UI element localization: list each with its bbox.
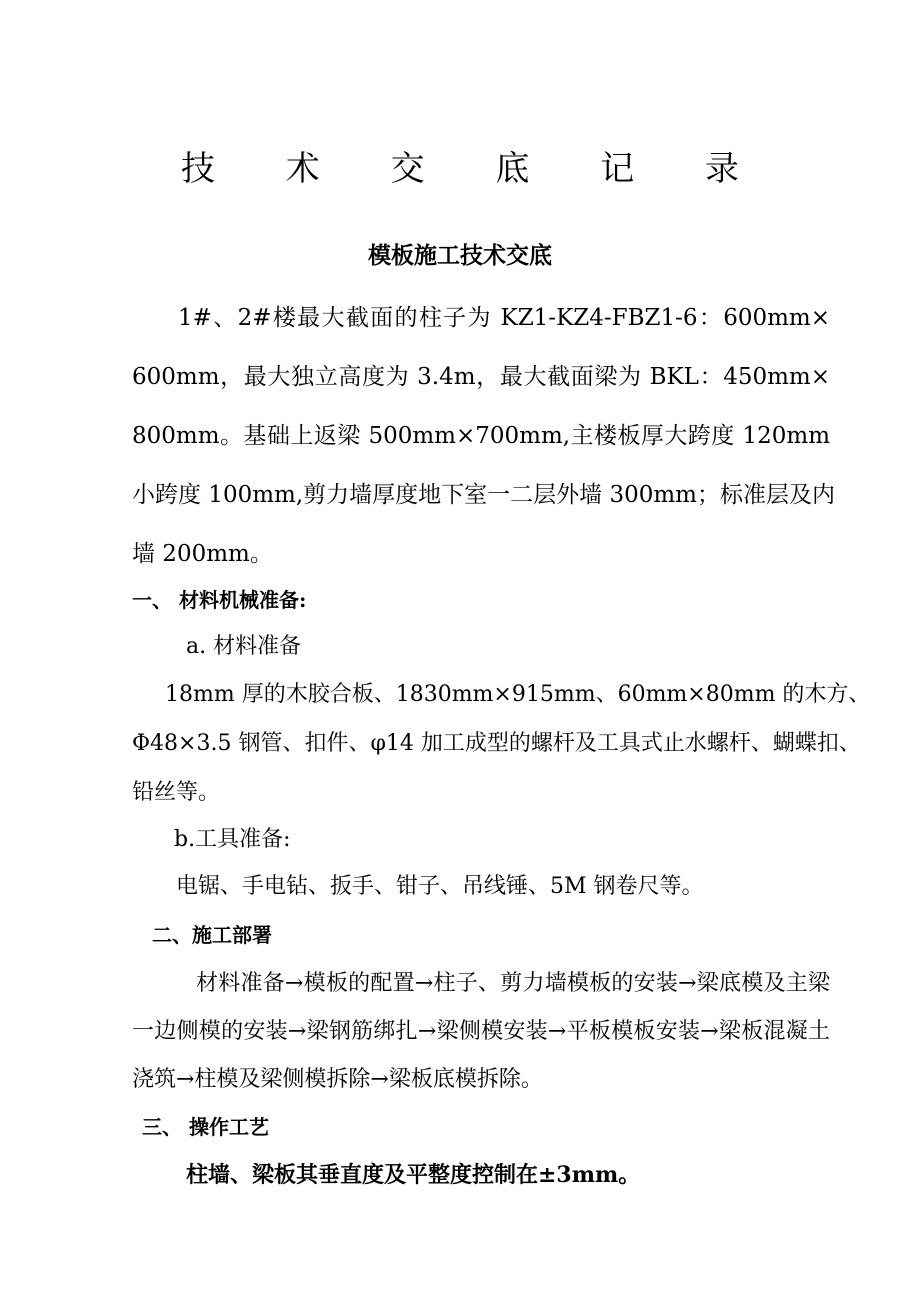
materials-line-3: 铅丝等。 — [132, 780, 221, 805]
section-1-sub-b: b.工具准备: — [174, 827, 291, 852]
tools-line: 电锯、手电钻、扳手、钳子、吊线锤、5M 钢卷尺等。 — [176, 874, 704, 899]
section-1-heading: 一、 材料机械准备: — [132, 588, 307, 612]
document-title: 技 术 交 底 记 录 — [180, 149, 770, 189]
intro-line-1: 1#、2#楼最大截面的柱子为 KZ1-KZ4-FBZ1-6：600mm× — [178, 305, 830, 331]
section-2-heading: 二、施工部署 — [152, 923, 272, 947]
intro-line-5: 墙 200mm。 — [132, 541, 273, 567]
intro-line-3: 800mm。基础上返梁 500mm×700mm,主楼板厚大跨度 120mm — [132, 423, 830, 449]
flow-line-1: 材料准备→模板的配置→柱子、剪力墙模板的安装→梁底模及主梁 — [196, 971, 830, 996]
materials-line-2: Φ48×3.5 钢管、扣件、φ14 加工成型的螺杆及工具式止水螺杆、蝴蝶扣、 — [132, 731, 861, 756]
document-subtitle: 模板施工技术交底 — [368, 242, 552, 269]
section-1-sub-a: a. 材料准备 — [186, 634, 302, 659]
materials-line-1: 18mm 厚的木胶合板、1830mm×915mm、60mm×80mm 的木方、 — [165, 682, 871, 707]
intro-line-2: 600mm，最大独立高度为 3.4m，最大截面梁为 BKL：450mm× — [132, 364, 830, 390]
flow-line-2: 一边侧模的安装→梁钢筋绑扎→梁侧模安装→平板模板安装→梁板混凝土 — [132, 1019, 830, 1044]
tolerance-line: 柱墙、梁板其垂直度及平整度控制在±3mm。 — [186, 1162, 641, 1188]
intro-line-4: 小跨度 100mm,剪力墙厚度地下室一二层外墙 300mm；标准层及内 — [132, 482, 835, 508]
flow-line-3: 浇筑→柱模及梁侧模拆除→梁板底模拆除。 — [132, 1067, 543, 1092]
section-3-heading: 三、 操作工艺 — [142, 1115, 269, 1139]
